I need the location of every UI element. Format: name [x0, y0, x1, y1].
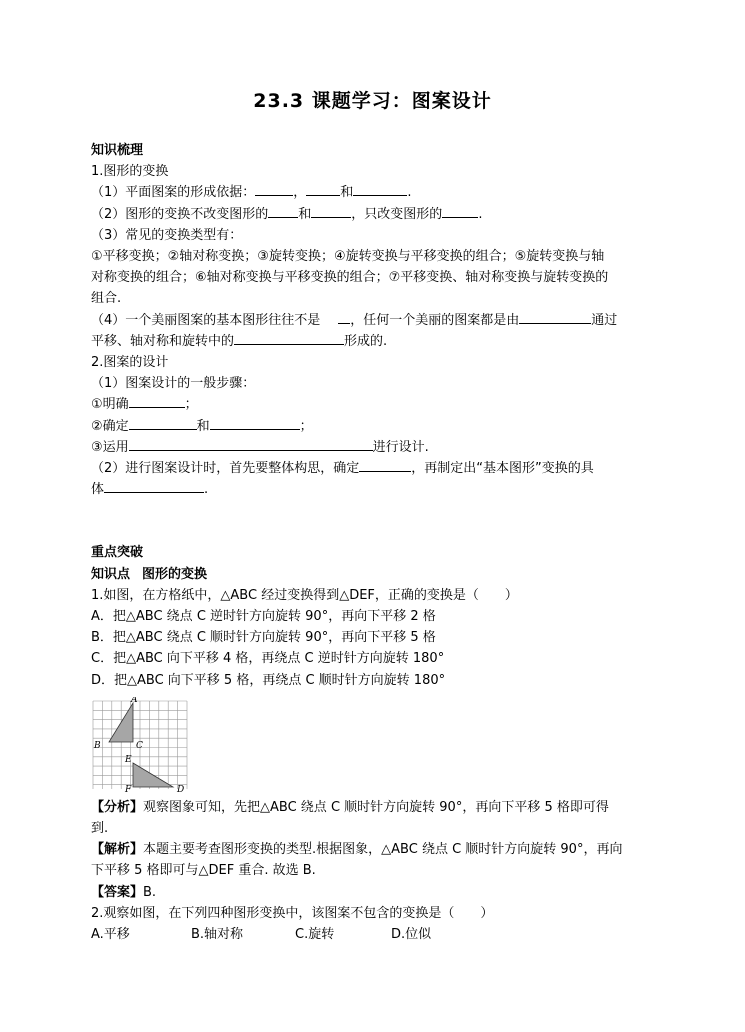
document-body [91, 140, 661, 945]
item-3-line-3: 组合. [91, 291, 122, 307]
label-c: C [136, 740, 143, 751]
label-b: B [94, 740, 101, 751]
q2-option-d: D.位似 [391, 927, 432, 943]
solution: 【解析】本题主要考查图形变换的类型.根据图象，△ABC 绕点 C 顺时针方向旋转 90°，再向 [91, 842, 623, 858]
q2-option-c: C.旋转 [295, 927, 335, 943]
item-4-line-2: 平移、轴对称和旋转中的 形成的. [91, 331, 661, 352]
question-1: 1.如图，在方格纸中，△ABC 经过变换得到△DEF，正确的变换是（ ） [91, 587, 518, 603]
label-a: A [131, 696, 138, 705]
question-2-options [91, 924, 661, 945]
design-2: （2）进行图案设计时，首先要整体构思，确定 ，再制定出“基本图形”变换的具 [91, 458, 661, 479]
design-1: （1）图案设计的一般步骤： [91, 376, 256, 392]
item-3-line-1: ①平移变换；②轴对称变换；③旋转变换；④旋转变换与平移变换的组合；⑤旋转变换与轴 [91, 249, 605, 265]
label-f: F [125, 784, 132, 793]
section-heading-focus: 重点突破 [91, 545, 144, 561]
grid-figure-svg [91, 697, 191, 793]
triangle-def [133, 763, 173, 787]
step-2: ②确定 和 ； [91, 416, 661, 437]
option-d: D．把△ABC 向下平移 5 格，再绕点 C 顺时针方向旋转 180° [91, 672, 446, 688]
answer: 【答案】B. [91, 884, 157, 900]
option-b: B．把△ABC 绕点 C 顺时针方向旋转 90°，再向下平移 5 格 [91, 630, 436, 646]
step-1: ①明确 ； [91, 394, 661, 415]
label-e: E [125, 754, 132, 765]
design-2-line-2: 体 . [91, 479, 661, 500]
item-4: （4）一个美丽图案的基本图形往往不是 ，任何一个美丽的图案都是由 通过 [91, 310, 661, 331]
page-title: 23.3 课题学习：图案设计 [253, 90, 492, 112]
q2-option-b: B.轴对称 [191, 927, 244, 943]
solution-line-2: 下平移 5 格即可与△DEF 重合. 故选 B. [91, 863, 316, 879]
question-2: 2.观察如图，在下列四种图形变换中，该图案不包含的变换是（ ） [91, 905, 494, 921]
q2-option-a: A.平移 [91, 927, 130, 943]
subheading-transform: 1.图形的变换 [91, 164, 169, 180]
knowledge-point: 知识点 图形的变换 [91, 566, 208, 582]
item-2: （2）图形的变换不改变图形的 和 ，只改变图形的 . [91, 204, 661, 225]
label-d: D [177, 784, 185, 793]
item-3: （3）常见的变换类型有： [91, 227, 243, 243]
grid-figure [91, 697, 661, 793]
section-heading-knowledge: 知识梳理 [91, 143, 144, 158]
analysis-line-2: 到. [91, 821, 109, 837]
item-1: （1）平面图案的形成依据： ， 和 . [91, 182, 661, 203]
subheading-design: 2.图案的设计 [91, 355, 169, 371]
item-3-line-2: 对称变换的组合；⑥轴对称变换与平移变换的组合；⑦平移变换、轴对称变换与旋转变换的 [91, 270, 609, 286]
option-c: C．把△ABC 向下平移 4 格，再绕点 C 逆时针方向旋转 180° [91, 651, 445, 667]
analysis: 【分析】观察图象可知，先把△ABC 绕点 C 顺时针方向旋转 90°，再向下平移 5 格即可得 [91, 799, 609, 815]
step-3: ③运用 进行设计. [91, 437, 661, 458]
option-a: A．把△ABC 绕点 C 逆时针方向旋转 90°，再向下平移 2 格 [91, 609, 436, 625]
